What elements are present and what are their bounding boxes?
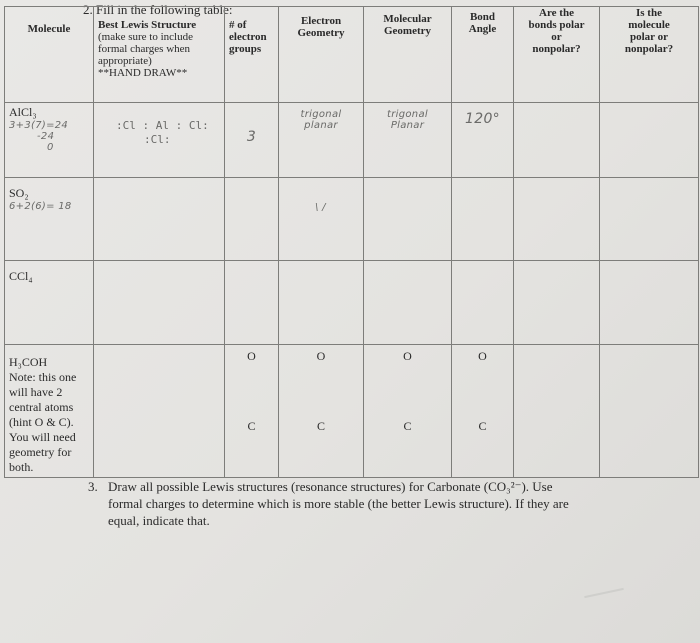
row-alcl3-bondpolar	[514, 103, 600, 178]
row-ccl4-molpolar	[600, 261, 699, 345]
row-h3coh-bondpolar	[514, 345, 600, 478]
row-alcl3-molecule: AlCl₃ 3+3(7)=24 -24 0	[5, 103, 94, 178]
col-molecule: Molecule	[5, 7, 94, 103]
row-alcl3-molpolar	[600, 103, 699, 178]
row-so2-angle	[452, 178, 514, 261]
pencil-stroke	[584, 588, 624, 598]
col-molecule-polarity: Is the molecule polar or nonpolar?	[600, 7, 699, 103]
row-so2-molecule: SO₂ 6+2(6)= 18	[5, 178, 94, 261]
lewis-structure-sketch: :Cl : Al : Cl: :Cl:	[116, 119, 209, 146]
row-h3coh-mgeom: O C	[364, 345, 452, 478]
col-lewis: Best Lewis Structure (make sure to include formal charges when appropriate) **HAND DRAW**	[94, 7, 225, 103]
row-ccl4-mgeom	[364, 261, 452, 345]
worksheet-table	[4, 6, 699, 478]
row-ccl4-groups	[225, 261, 279, 345]
row-so2-molpolar	[600, 178, 699, 261]
row-so2-lewis	[94, 178, 225, 261]
row-so2-egeom: \ /	[279, 178, 364, 261]
row-so2-mgeom	[364, 178, 452, 261]
row-ccl4-bondpolar	[514, 261, 600, 345]
col-molecular-geometry: Molecular Geometry	[364, 7, 452, 103]
row-ccl4-egeom	[279, 261, 364, 345]
section-heading: 2. Fill in the following table:	[83, 2, 233, 17]
row-alcl3-egeom: trigonal planar	[279, 103, 364, 178]
row-alcl3-lewis	[94, 103, 225, 178]
problem-3: 3. Draw all possible Lewis structures (resonance structures) for Carbonate (CO₃²⁻). Use formal charges to determine which is more stable (the better Lewis structure). If they are equal, indicate that.	[88, 479, 569, 528]
row-h3coh-lewis	[94, 345, 225, 478]
row-so2-bondpolar	[514, 178, 600, 261]
col-bond-angle: Bond Angle	[452, 7, 514, 103]
row-alcl3-angle: 120°	[452, 103, 514, 178]
handwritten-calculation: 3+3(7)=24	[9, 120, 69, 131]
row-ccl4-angle	[452, 261, 514, 345]
row-h3coh-molpolar	[600, 345, 699, 478]
row-h3coh-angle: O C	[452, 345, 514, 478]
row-alcl3-mgeom: trigonal Planar	[364, 103, 452, 178]
col-bond-polarity: Are the bonds polar or nonpolar?	[514, 7, 600, 103]
row-ccl4-lewis	[94, 261, 225, 345]
row-ccl4-molecule: CCl₄	[5, 261, 94, 345]
row-so2-groups	[225, 178, 279, 261]
col-electron-groups: # of electron groups	[225, 7, 279, 103]
row-h3coh-groups: O C	[225, 345, 279, 478]
row-h3coh-molecule: H₃COH Note: this one will have 2 central atoms (hint O & C). You will need geometry for both.	[5, 345, 94, 478]
col-electron-geometry: Electron Geometry	[279, 7, 364, 103]
row-h3coh-egeom: O C	[279, 345, 364, 478]
row-alcl3-groups: 3	[225, 103, 279, 178]
